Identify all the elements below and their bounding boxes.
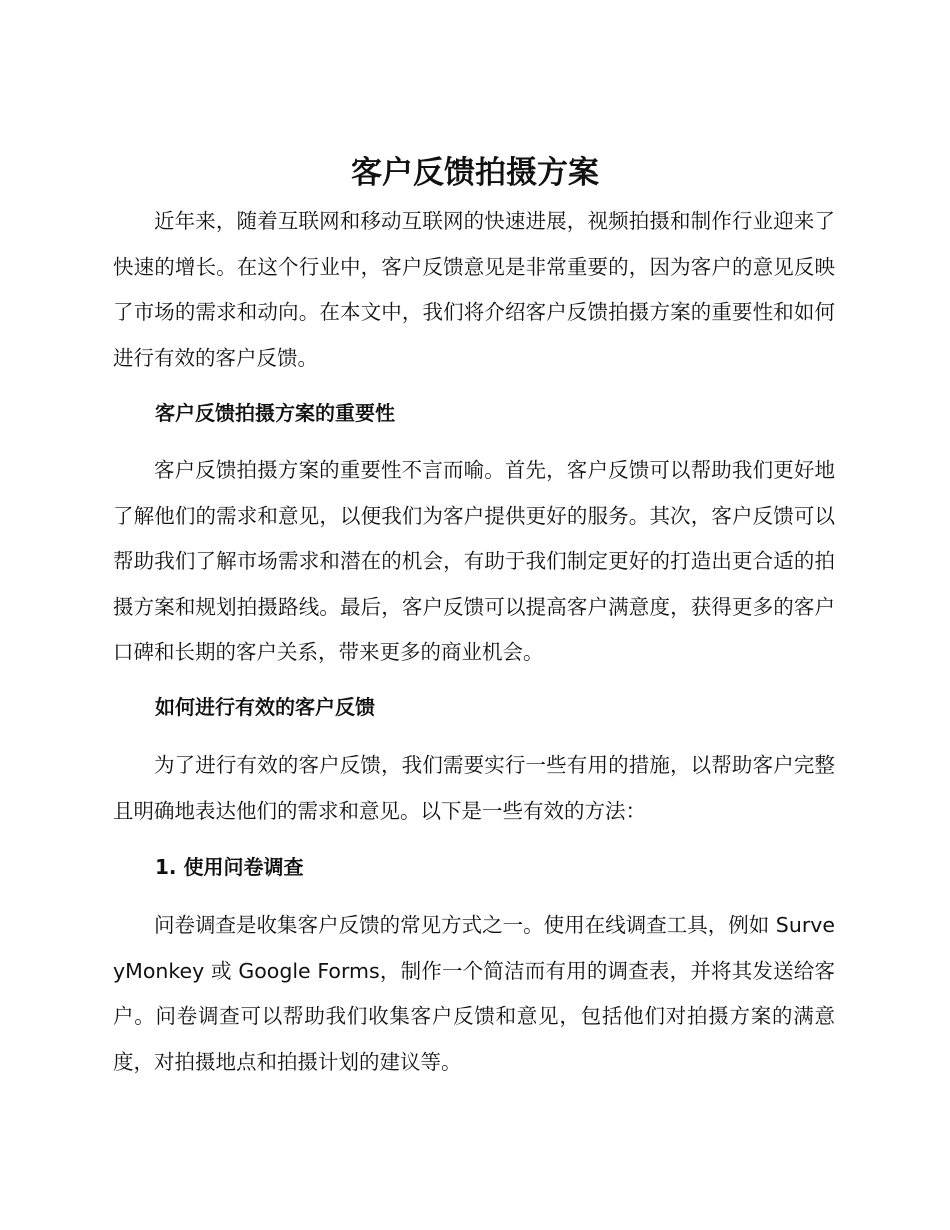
section-heading-questionnaire: 1. 使用问卷调查 [155,855,304,879]
document-title: 客户反馈拍摄方案 [351,155,599,191]
section-heading-importance: 客户反馈拍摄方案的重要性 [155,401,395,425]
section-body-importance: 客户反馈拍摄方案的重要性不言而喻。首先，客户反馈可以帮助我们更好地了解他们的需求和意见，以便我们为客户提供更好的服务。其次，客户反馈可以帮助我们了解市场需求和潜在的机会，有助于我们制定更好的打造出更合适的拍摄方案和规划拍摄路线。最后，客户反馈可以提高客户满意度，获得更多的客户口碑和长期的客户关系，带来更多的商业机会。 [113,458,835,664]
section-body-questionnaire: 问卷调查是收集客户反馈的常见方式之一。使用在线调查工具，例如 SurveyMonkey 或 Google Forms，制作一个简洁而有用的调查表，并将其发送给客户。问卷调查可以帮助我们收集客户反馈和意见，包括他们对拍摄方案的满意度，对拍摄地点和拍摄计划的建议等。 [113,913,835,1074]
section-heading-how-to: 如何进行有效的客户反馈 [155,695,375,719]
intro-paragraph: 近年来，随着互联网和移动互联网的快速进展，视频拍摄和制作行业迎来了快速的增长。在这个行业中，客户反馈意见是非常重要的，因为客户的意见反映了市场的需求和动向。在本文中，我们将介绍客户反馈拍摄方案的重要性和如何进行有效的客户反馈。 [113,209,835,370]
section-body-how-to: 为了进行有效的客户反馈，我们需要实行一些有用的措施，以帮助客户完整且明确地表达他们的需求和意见。以下是一些有效的方法： [113,753,835,823]
